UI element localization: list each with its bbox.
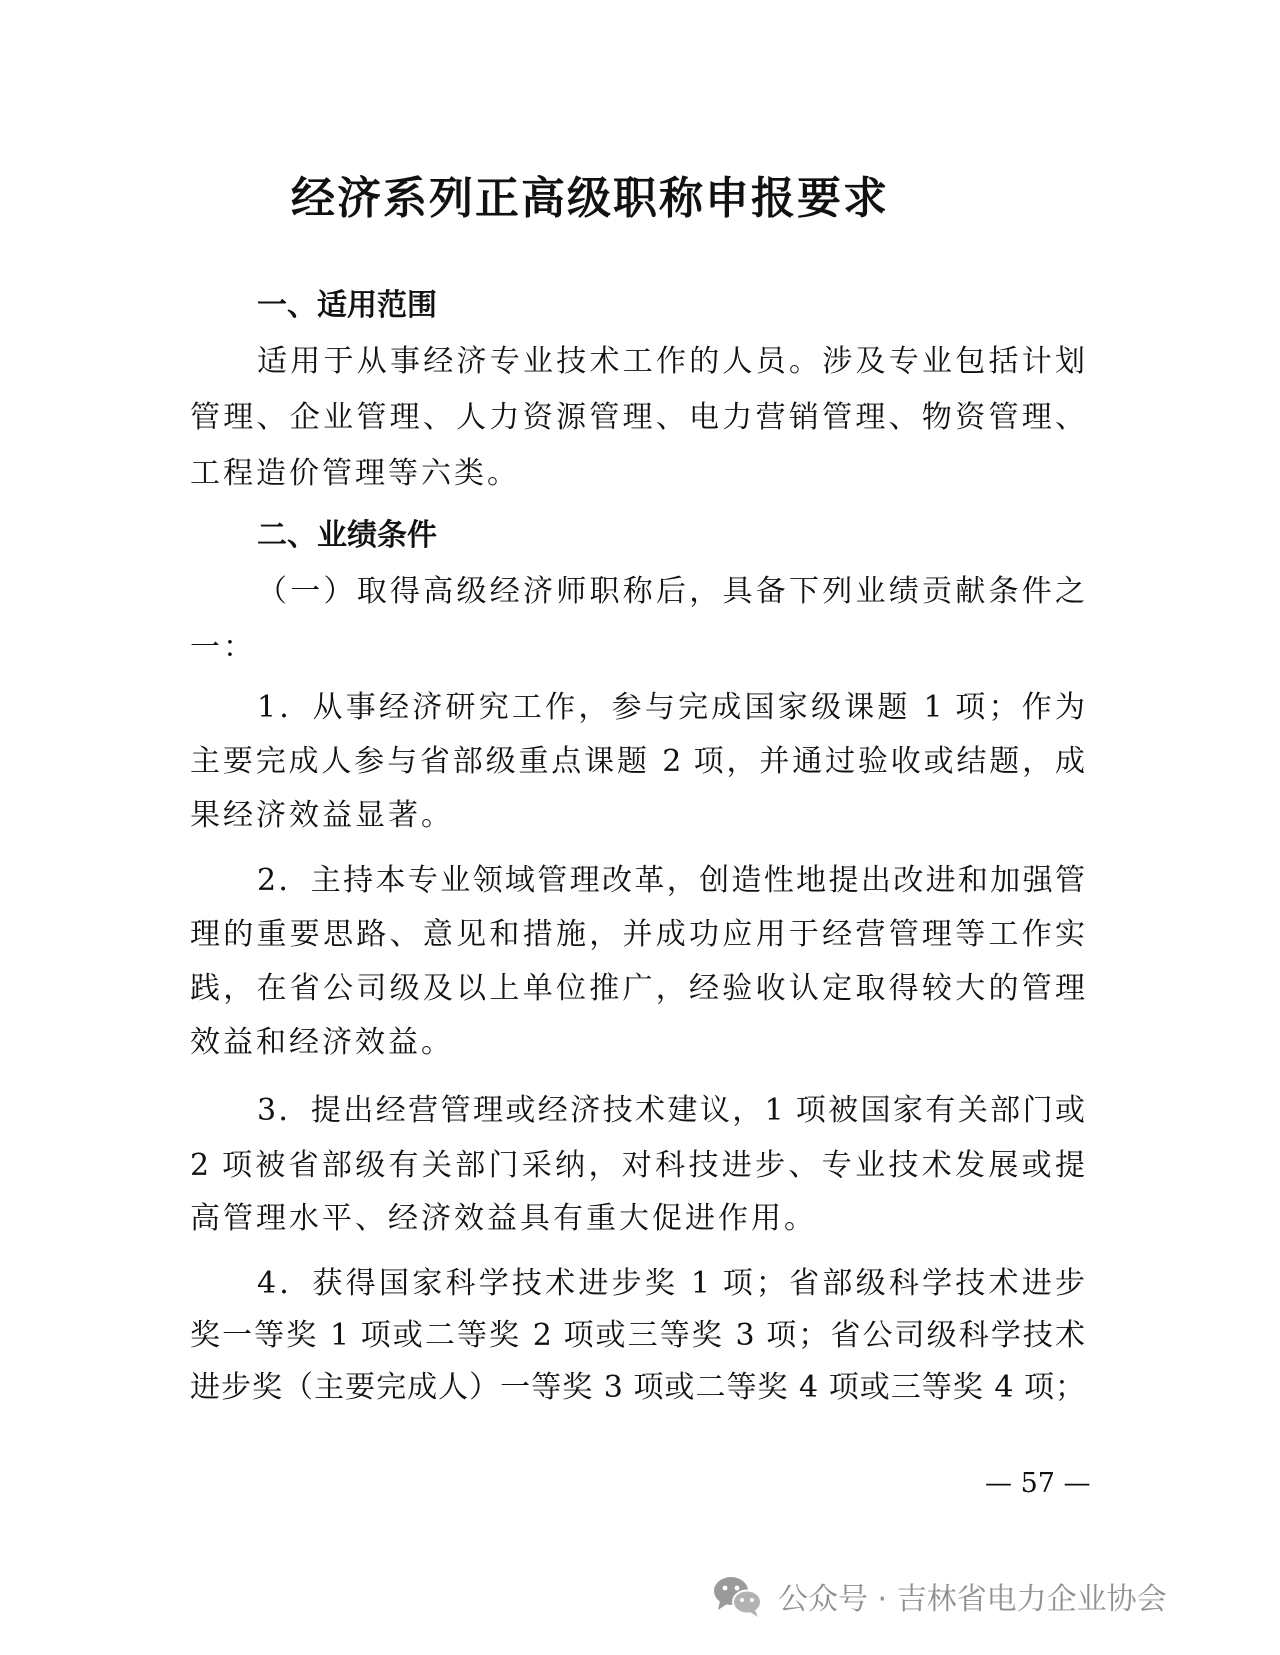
item-line: 高管理水平、经济效益具有重大促进作用。 bbox=[190, 1201, 817, 1236]
wechat-icon bbox=[712, 1574, 764, 1618]
item-line: 4．获得国家科学技术进步奖 1 项；省部级科学技术进步 bbox=[257, 1266, 1085, 1301]
scope-line: 适用于从事经济专业技术工作的人员。涉及专业包括计划 bbox=[257, 344, 1085, 379]
item-line: 主要完成人参与省部级重点课题 2 项，并通过验收或结题，成 bbox=[190, 744, 1085, 779]
item-line: 2 项被省部级有关部门采纳，对科技进步、专业技术发展或提 bbox=[190, 1148, 1085, 1183]
watermark-text: 公众号 · 吉林省电力企业协会 bbox=[778, 1582, 1167, 1617]
subheading-line: 一： bbox=[190, 630, 256, 665]
item-line: 奖一等奖 1 项或二等奖 2 项或三等奖 3 项；省公司级科学技术 bbox=[190, 1318, 1085, 1353]
page-number: — 57 — bbox=[985, 1468, 1091, 1499]
item-line: 效益和经济效益。 bbox=[190, 1025, 454, 1060]
item-line: 理的重要思路、意见和措施，并成功应用于经营管理等工作实 bbox=[190, 917, 1085, 952]
item-line: 1．从事经济研究工作，参与完成国家级课题 1 项；作为 bbox=[257, 690, 1085, 725]
watermark bbox=[712, 1572, 1167, 1620]
item-line: 果经济效益显著。 bbox=[190, 798, 454, 833]
subheading-line: （一）取得高级经济师职称后，具备下列业绩贡献条件之 bbox=[257, 574, 1085, 609]
item-line: 2．主持本专业领域管理改革，创造性地提出改进和加强管 bbox=[257, 863, 1085, 898]
item-line: 践，在省公司级及以上单位推广，经验收认定取得较大的管理 bbox=[190, 971, 1085, 1006]
scope-line: 工程造价管理等六类。 bbox=[190, 456, 520, 491]
page-title: 经济系列正高级职称申报要求 bbox=[291, 173, 889, 224]
scope-line: 管理、企业管理、人力资源管理、电力营销管理、物资管理、 bbox=[190, 400, 1085, 435]
item-line: 3．提出经营管理或经济技术建议，1 项被国家有关部门或 bbox=[257, 1093, 1085, 1128]
section-heading-performance: 二、业绩条件 bbox=[257, 518, 437, 553]
section-heading-scope: 一、适用范围 bbox=[257, 288, 437, 323]
item-line: 进步奖（主要完成人）一等奖 3 项或二等奖 4 项或三等奖 4 项； bbox=[190, 1370, 1085, 1405]
